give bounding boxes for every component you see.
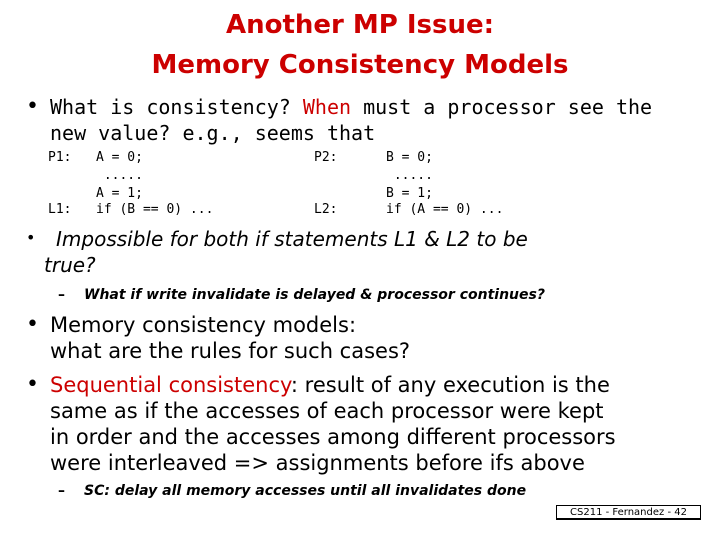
code-l2-label: L2: xyxy=(314,202,338,217)
sub-bullet-dash: – xyxy=(58,483,65,499)
footer-underline xyxy=(556,519,701,520)
code-p1-label: P1: xyxy=(48,150,72,165)
sub-bullet-write-invalidate: What if write invalidate is delayed & processor continues? xyxy=(84,287,545,303)
highlight-sequential-consistency: Sequential consistency xyxy=(50,373,291,397)
bullet-dot: • xyxy=(26,94,39,119)
code-p1-line: A = 1; xyxy=(96,186,143,201)
bullet-text: : result of any execution is the xyxy=(290,373,610,397)
bullet-dot: • xyxy=(26,228,36,247)
code-l1-label: L1: xyxy=(48,202,72,217)
bullet-dot: • xyxy=(26,372,39,397)
bullet-sequential-line3: in order and the accesses among different processors xyxy=(50,425,616,449)
sub-bullet-sc-delay: SC: delay all memory accesses until all invalidates done xyxy=(84,483,527,499)
code-p2-line: if (A == 0) ... xyxy=(386,202,504,217)
bullet-impossible-line1: Impossible for both if statements L1 & L2 to be xyxy=(56,227,528,251)
code-p1-line: if (B == 0) ... xyxy=(96,202,214,217)
bullet-dot: • xyxy=(26,312,39,337)
sub-bullet-dash: – xyxy=(58,287,65,303)
bullet-impossible-line2: true? xyxy=(44,253,96,277)
bullet-sequential-line4: were interleaved => assignments before ifs above xyxy=(50,451,585,475)
bullet-text: must a processor see the xyxy=(351,95,653,119)
slide-title-line2: Memory Consistency Models xyxy=(151,50,569,80)
bullet-sequential-line2: same as if the accesses of each processor were kept xyxy=(50,399,604,423)
code-p1-line: A = 0; xyxy=(96,150,143,165)
code-p2-line: B = 0; xyxy=(386,150,433,165)
bullet-consistency-line2: new value? e.g., seems that xyxy=(50,121,376,145)
bullet-sequential-line1 xyxy=(50,372,610,398)
slide-title-line1: Another MP Issue: xyxy=(225,10,495,40)
code-p2-line: B = 1; xyxy=(386,186,433,201)
footer-page-label: CS211 - Fernandez - 42 xyxy=(556,505,701,519)
bullet-consistency-question xyxy=(50,94,652,120)
code-p2-label: P2: xyxy=(314,150,338,165)
highlight-when: When xyxy=(302,95,352,119)
bullet-models-line1: Memory consistency models: xyxy=(50,313,357,337)
bullet-models-line2: what are the rules for such cases? xyxy=(50,339,411,363)
code-p1-line: ..... xyxy=(96,168,143,183)
code-p2-line: ..... xyxy=(386,168,433,183)
bullet-text: What is consistency? xyxy=(50,95,303,119)
